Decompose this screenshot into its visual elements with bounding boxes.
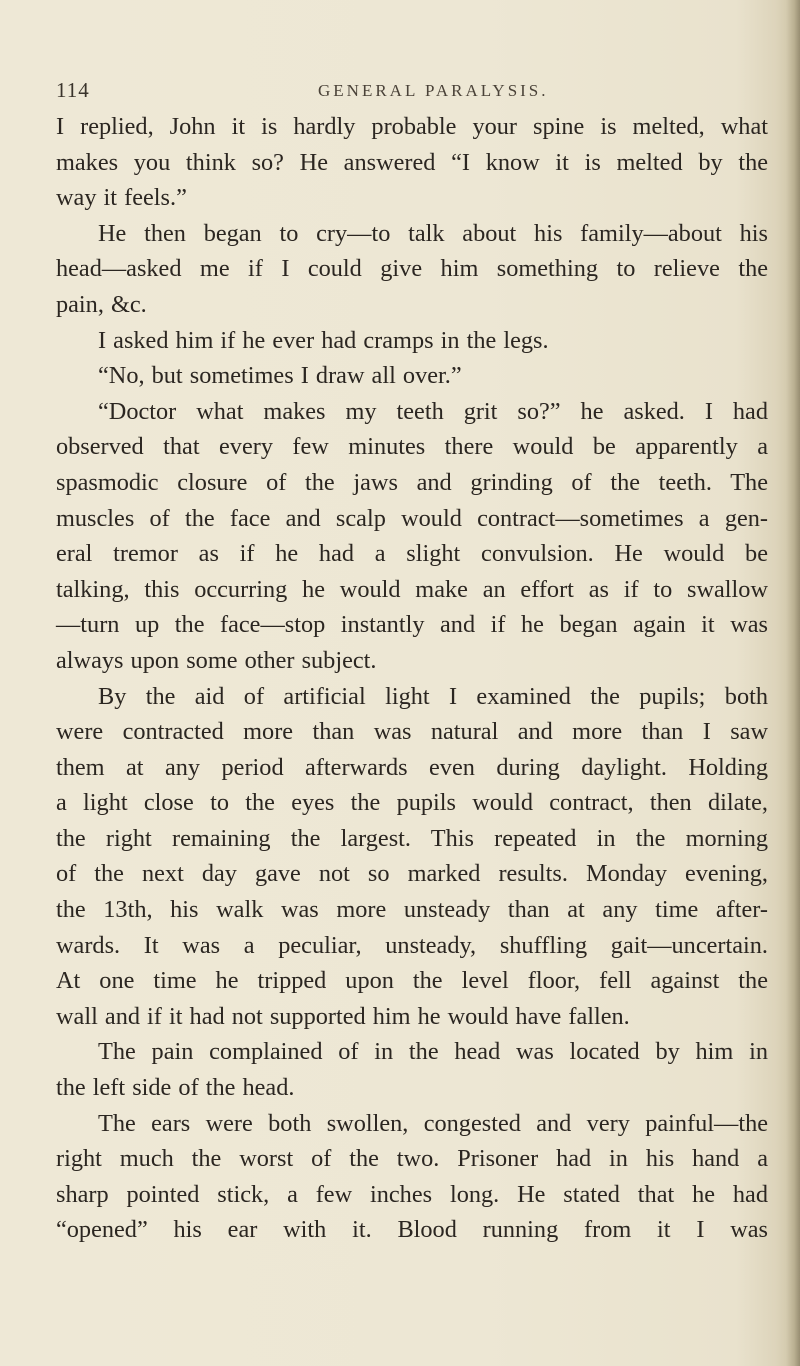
text-line: wards. It was a peculiar, unsteady, shuffling gait—uncertain. — [56, 931, 768, 959]
text-line: I asked him if he ever had cramps in the legs. — [98, 326, 549, 354]
text-line: At one time he tripped upon the level floor, fell against the — [56, 967, 768, 995]
text-line: The pain complained of in the head was located by him in — [98, 1038, 768, 1066]
text-line: way it feels.” — [56, 184, 187, 212]
running-head: GENERAL PARALYSIS. — [318, 81, 549, 100]
text-line: He then began to cry—to talk about his family—about his — [98, 219, 768, 247]
text-line: The ears were both swollen, congested and very painful—the — [98, 1109, 768, 1137]
text-line: them at any period afterwards even during daylight. Holding — [56, 753, 768, 781]
text-line: pain, &c. — [56, 290, 147, 318]
body-text — [56, 109, 768, 1248]
text-line: sharp pointed stick, a few inches long. He stated that he had — [56, 1180, 768, 1208]
text-line: eral tremor as if he had a slight convulsion. He would be — [56, 540, 768, 568]
page-edge-shadow — [786, 0, 800, 1366]
text-line: “Doctor what makes my teeth grit so?” he asked. I had — [98, 397, 768, 425]
text-line: —turn up the face—stop instantly and if he began again it was — [56, 611, 768, 639]
text-line: “No, but sometimes I draw all over.” — [98, 362, 462, 390]
text-line: head—asked me if I could give him something to relieve the — [56, 255, 768, 283]
text-line: By the aid of artificial light I examined the pupils; both — [98, 682, 768, 710]
text-line: of the next day gave not so marked results. Monday evening, — [56, 860, 768, 888]
text-line: makes you think so? He answered “I know it is melted by the — [56, 148, 768, 176]
text-line: were contracted more than was natural and more than I saw — [56, 718, 768, 746]
text-line: spasmodic closure of the jaws and grinding of the teeth. The — [56, 468, 768, 496]
page-number: 114 — [56, 78, 90, 102]
page-header — [56, 78, 756, 108]
text-line: “opened” his ear with it. Blood running from it I was — [56, 1216, 768, 1244]
text-line: observed that every few minutes there would be apparently a — [56, 433, 768, 461]
text-line: I replied, John it is hardly probable your spine is melted, what — [56, 113, 768, 140]
text-line: wall and if it had not supported him he would have fallen. — [56, 1002, 630, 1030]
text-line: the left side of the head. — [56, 1074, 295, 1102]
text-line: talking, this occurring he would make an effort as if to swallow — [56, 575, 768, 603]
text-line: the right remaining the largest. This repeated in the morning — [56, 824, 768, 852]
text-line: the 13th, his walk was more unsteady than at any time after- — [56, 896, 768, 924]
text-line: muscles of the face and scalp would contract—sometimes a gen- — [56, 504, 768, 532]
text-line: a light close to the eyes the pupils would contract, then dilate, — [56, 789, 768, 817]
text-line: always upon some other subject. — [56, 646, 377, 674]
text-line: right much the worst of the two. Prisoner had in his hand a — [56, 1145, 768, 1173]
